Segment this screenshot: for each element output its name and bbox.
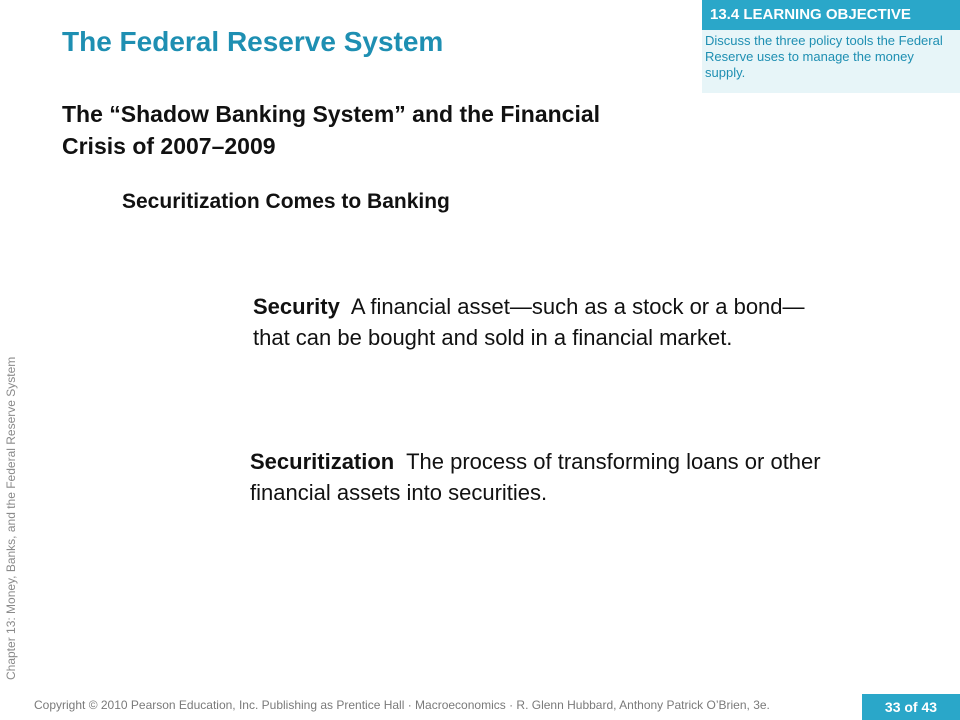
definition-securitization: [250, 446, 830, 508]
definition-term: Securitization: [250, 449, 395, 474]
section-heading: Securitization Comes to Banking: [122, 190, 450, 213]
footer-copyright: Copyright © 2010 Pearson Education, Inc. Publishing as Prentice Hall · Macroeconomics · R. Glenn Hubbard, Anthony Patrick O’Brien, 3e.: [34, 698, 770, 712]
slide-subtitle: The “Shadow Banking System” and the Financial Crisis of 2007–2009: [62, 101, 601, 159]
definition-text: A financial asset—such as a stock or a bond—that can be bought and sold in a financial market.: [253, 294, 805, 350]
definition-security: [253, 291, 833, 353]
page-number-badge: 33 of 43: [862, 694, 960, 720]
definition-text: The process of transforming loans or other financial assets into securities.: [250, 449, 821, 505]
learning-objective-box: [702, 0, 960, 93]
learning-objective-label: 13.4 LEARNING OBJECTIVE: [702, 0, 960, 30]
definition-term: Security: [253, 294, 340, 319]
learning-objective-text: Discuss the three policy tools the Federal Reserve uses to manage the money supply.: [705, 33, 943, 80]
chapter-side-label: Chapter 13: Money, Banks, and the Federal Reserve System: [4, 356, 18, 680]
slide-title: The Federal Reserve System: [62, 26, 444, 57]
